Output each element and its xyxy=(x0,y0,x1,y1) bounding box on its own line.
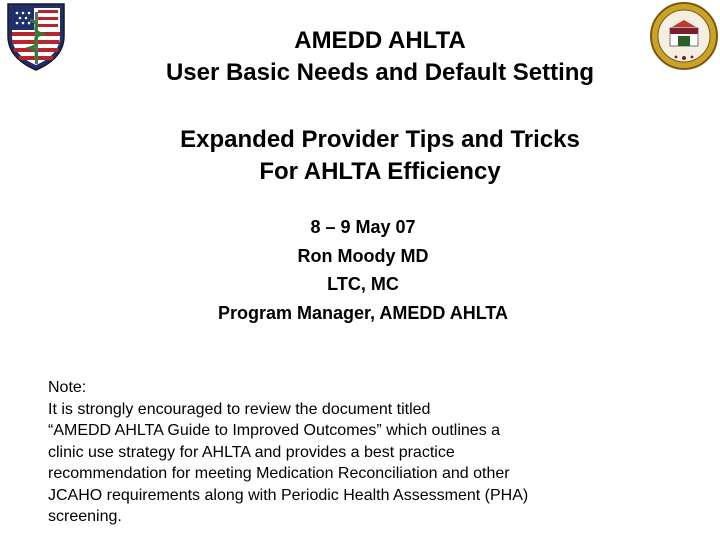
note-line: “AMEDD AHLTA Guide to Improved Outcomes” which outlines a xyxy=(48,422,501,439)
slide-subtitle xyxy=(100,124,660,188)
note-paragraph xyxy=(48,377,648,528)
note-line: clinic use strategy for AHLTA and provides a best practice xyxy=(48,443,455,461)
note-line: It is strongly encouraged to review the document titled xyxy=(48,400,431,418)
subtitle-line-1: Expanded Provider Tips and Tricks xyxy=(180,126,580,153)
presenter-position: Program Manager, AMEDD AHLTA xyxy=(217,302,509,323)
note-line: recommendation for meeting Medication Reconciliation and other xyxy=(48,465,510,482)
presenter-name: Ron Moody MD xyxy=(297,245,429,266)
title-line-1: AMEDD AHLTA xyxy=(294,27,466,54)
title-line-2: User Basic Needs and Default Setting xyxy=(165,59,595,86)
presentation-date: 8 – 9 May 07 xyxy=(310,217,416,237)
amedd-shield-icon xyxy=(0,0,72,72)
subtitle-line-2: For AHLTA Efficiency xyxy=(259,158,501,185)
presenter-rank: LTC, MC xyxy=(327,274,399,294)
note-line: screening. xyxy=(48,508,122,525)
note-line: Note: xyxy=(48,379,87,396)
slide-title xyxy=(100,25,660,89)
note-line: JCAHO requirements along with Periodic Health Assessment (PHA) xyxy=(48,486,529,504)
presenter-info xyxy=(140,213,586,327)
